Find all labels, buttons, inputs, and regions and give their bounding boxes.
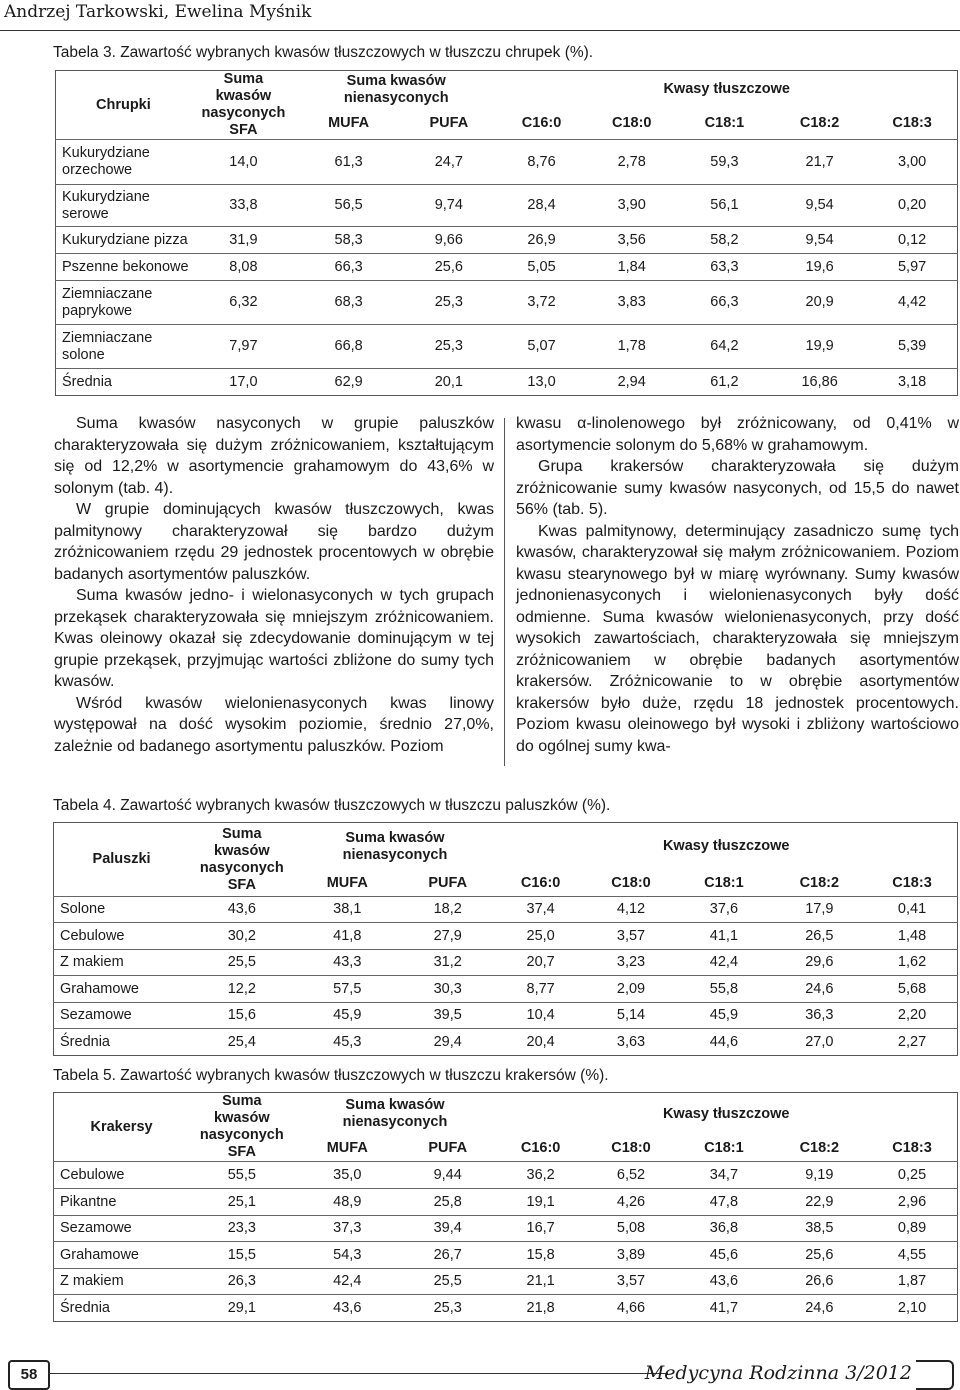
- table-row: [56, 325, 958, 369]
- cell-value: 15,8: [526, 1246, 555, 1263]
- row-name: Średnia: [62, 373, 112, 390]
- cell-value: 4,12: [616, 901, 646, 917]
- cell-value: 21,8: [526, 1299, 555, 1316]
- cell-value: 66,3: [710, 294, 739, 310]
- cell-value: 35,0: [333, 1166, 362, 1183]
- row-name: Pikantne: [60, 1193, 117, 1210]
- cell-value: 2,78: [617, 153, 646, 170]
- cell-value: 14,0: [229, 153, 258, 170]
- row-name: Kukurydziane orzechowe: [62, 145, 150, 178]
- row-name: Średnia: [60, 1033, 110, 1050]
- cell-value: 3,00: [897, 153, 927, 170]
- cell-value: 0,25: [897, 1166, 927, 1183]
- left-column: [54, 413, 494, 757]
- cell-value: 17,0: [229, 373, 258, 390]
- cell-value: 44,6: [709, 1033, 739, 1050]
- cell-value: 38,1: [333, 901, 362, 917]
- header-col: C18:2: [799, 115, 840, 132]
- cell-value: 0,41: [897, 901, 927, 917]
- header-name: Krakersy: [90, 1118, 153, 1135]
- table-row: [54, 950, 958, 976]
- header-name: Paluszki: [92, 851, 151, 867]
- header-sfa: Suma kwasów nasyconych SFA: [199, 825, 284, 893]
- cell-value: 26,9: [527, 231, 556, 248]
- cell-value: 3,57: [616, 927, 646, 944]
- table-row: [54, 1003, 958, 1029]
- cell-value: 20,7: [526, 954, 555, 970]
- table3-caption: Tabela 3. Zawartość wybranych kwasów tłuszczowych w tłuszczu chrupek (%).: [53, 44, 594, 61]
- cell-value: 41,7: [709, 1299, 739, 1316]
- cell-value: 25,3: [434, 294, 463, 310]
- cell-value: 5,08: [616, 1220, 646, 1236]
- cell-value: 19,1: [526, 1193, 555, 1210]
- header-col: PUFA: [428, 874, 468, 891]
- header-col: C16:0: [521, 115, 562, 132]
- cell-value: 39,5: [433, 1007, 462, 1023]
- cell-value: 2,27: [897, 1033, 927, 1050]
- cell-value: 15,6: [227, 1007, 256, 1023]
- cell-value: 55,5: [227, 1166, 256, 1183]
- paragraph: Suma kwasów jedno- i wielonasyconych w tych grupach przekąsek charakteryzowała się mniejszym zróżnicowaniem. Kwas oleinowy okazał się zdecydowanie dominującym w tej grupie przekąsek, przyjmując wartości zbliżone do sumy tych kwasów.: [54, 587, 494, 690]
- header-col: C18:0: [611, 874, 651, 891]
- header-col: C18:1: [704, 1139, 744, 1156]
- cell-value: 23,3: [227, 1220, 256, 1236]
- table-row: [54, 1216, 958, 1242]
- cell-value: 45,6: [709, 1246, 739, 1263]
- footer-rule: [48, 1373, 668, 1374]
- header-col: C18:3: [892, 115, 932, 132]
- row-name: Średnia: [60, 1299, 110, 1316]
- cell-value: 68,3: [334, 294, 363, 310]
- cell-value: 25,0: [526, 927, 555, 944]
- header-unsaturated: Suma kwasów nienasyconych: [343, 72, 449, 106]
- cell-value: 8,76: [527, 153, 556, 170]
- table-row: [56, 281, 958, 325]
- cell-value: 1,62: [897, 954, 927, 970]
- paragraph: Kwas palmitynowy, determinujący zasadniczo sumę tych kwasów, charakteryzował się małym zróżnicowaniem. Poziom kwasu stearynowego był w miarę wyrównany. Sumy kwasów jednonienasyconych i wielonienasyconych były dość odmienne. Suma kwasów wielonienasyconych, przy dość wysokich zawartościach, charakteryzowała się mniejszym zróżnicowaniem w obrębie badanych asortymentów krakersów. Zróżnicowanie to w obrębie asortymentów krakersów było duże, rzędu 18 jednostek procentowych. Poziom kwasu oleinowego był wysoki i zbliżony wartościowo do ogólnej sumy kwa-: [516, 522, 959, 755]
- cell-value: 29,1: [227, 1299, 256, 1316]
- cell-value: 9,44: [433, 1166, 462, 1183]
- cell-value: 20,9: [805, 294, 834, 310]
- row-name: Sezamowe: [60, 1007, 132, 1023]
- cell-value: 55,8: [709, 980, 739, 997]
- cell-value: 37,6: [709, 901, 739, 917]
- table-row: [54, 1162, 958, 1189]
- row-name: Cebulowe: [60, 927, 125, 944]
- cell-value: 25,1: [227, 1193, 256, 1210]
- cell-value: 3,89: [616, 1246, 646, 1263]
- table5-caption: Tabela 5. Zawartość wybranych kwasów tłuszczowych w tłuszczu krakersów (%).: [53, 1067, 609, 1084]
- right-column: [516, 413, 959, 757]
- cell-value: 25,3: [434, 338, 463, 354]
- table-row: [54, 1269, 958, 1295]
- footer-bracket: [916, 1360, 954, 1390]
- header-fatty-acids: Kwasy tłuszczowe: [663, 81, 790, 98]
- cell-value: 24,7: [434, 153, 463, 170]
- cell-value: 56,1: [710, 197, 739, 213]
- table-row: [56, 185, 958, 227]
- cell-value: 8,08: [229, 258, 258, 275]
- cell-value: 9,54: [805, 197, 834, 213]
- table-row: [56, 140, 958, 185]
- cell-value: 1,48: [897, 927, 927, 944]
- cell-value: 12,2: [227, 980, 256, 997]
- cell-value: 0,12: [897, 231, 927, 248]
- cell-value: 58,3: [334, 231, 363, 248]
- cell-value: 21,7: [805, 153, 834, 170]
- cell-value: 21,1: [526, 1273, 555, 1289]
- table-row: [54, 1189, 958, 1216]
- row-name: Z makiem: [60, 954, 124, 970]
- header-row-1: [54, 823, 958, 871]
- cell-value: 45,9: [333, 1007, 362, 1023]
- header-col: C18:0: [611, 1139, 651, 1156]
- cell-value: 34,7: [709, 1166, 739, 1183]
- table-row: [56, 369, 958, 396]
- cell-value: 47,8: [709, 1193, 739, 1210]
- cell-value: 9,66: [434, 231, 463, 248]
- header-col: C18:2: [799, 874, 840, 891]
- cell-value: 6,52: [616, 1166, 646, 1183]
- cell-value: 42,4: [333, 1273, 362, 1289]
- cell-value: 57,5: [333, 980, 362, 997]
- cell-value: 8,77: [526, 980, 555, 997]
- row-name: Sezamowe: [60, 1220, 132, 1236]
- cell-value: 3,56: [617, 231, 646, 248]
- cell-value: 26,7: [433, 1246, 462, 1263]
- cell-value: 25,6: [434, 258, 463, 275]
- header-col: MUFA: [326, 874, 368, 891]
- cell-value: 3,83: [617, 294, 646, 310]
- row-name: Grahamowe: [60, 1246, 139, 1263]
- row-name: Cebulowe: [60, 1166, 125, 1183]
- header-col: MUFA: [326, 1139, 368, 1156]
- paragraph: Grupa krakersów charakteryzowała się dużym zróżnicowanie sumy kwasów nasyconych, od 15,5 do nawet 56% (tab. 5).: [516, 458, 959, 518]
- cell-value: 37,4: [526, 901, 555, 917]
- cell-value: 13,0: [527, 373, 556, 390]
- cell-value: 5,07: [527, 338, 556, 354]
- cell-value: 25,4: [227, 1033, 256, 1050]
- cell-value: 2,20: [897, 1007, 927, 1023]
- cell-value: 1,84: [617, 258, 646, 275]
- cell-value: 0,20: [897, 197, 927, 213]
- cell-value: 59,3: [710, 153, 739, 170]
- row-name: Ziemniaczane solone: [62, 329, 153, 363]
- cell-value: 38,5: [805, 1220, 834, 1236]
- cell-value: 5,39: [897, 338, 927, 354]
- cell-value: 66,8: [334, 338, 363, 354]
- header-col: PUFA: [429, 115, 469, 132]
- cell-value: 18,2: [433, 901, 462, 917]
- cell-value: 7,97: [229, 338, 258, 354]
- cell-value: 54,3: [333, 1246, 362, 1263]
- cell-value: 28,4: [527, 197, 556, 213]
- cell-value: 33,8: [229, 197, 258, 213]
- header-col: C16:0: [520, 874, 561, 891]
- cell-value: 41,8: [333, 927, 362, 944]
- table-row: [54, 897, 958, 923]
- column-divider: [504, 418, 505, 766]
- header-col: C18:0: [611, 115, 652, 132]
- cell-value: 29,4: [433, 1033, 462, 1050]
- cell-value: 0,89: [897, 1220, 927, 1236]
- cell-value: 27,9: [433, 927, 462, 944]
- cell-value: 10,4: [526, 1007, 555, 1023]
- cell-value: 5,68: [897, 980, 927, 997]
- cell-value: 20,4: [526, 1033, 555, 1050]
- cell-value: 2,96: [897, 1193, 927, 1210]
- cell-value: 9,74: [434, 197, 463, 213]
- cell-value: 31,2: [433, 954, 462, 970]
- header-col: C18:3: [892, 1139, 932, 1156]
- cell-value: 26,5: [805, 927, 834, 944]
- cell-value: 26,3: [227, 1273, 256, 1289]
- cell-value: 45,3: [333, 1033, 362, 1050]
- cell-value: 63,3: [710, 258, 739, 275]
- cell-value: 58,2: [710, 231, 739, 248]
- cell-value: 24,6: [805, 980, 834, 997]
- cell-value: 56,5: [334, 197, 363, 213]
- cell-value: 2,10: [897, 1299, 927, 1316]
- table4-caption: Tabela 4. Zawartość wybranych kwasów tłuszczowych w tłuszczu paluszków (%).: [53, 797, 611, 814]
- header-col: C18:3: [892, 874, 932, 891]
- row-name: Pszenne bekonowe: [62, 258, 189, 275]
- journal-name: Medycyna Rodzinna 3/2012: [644, 1362, 912, 1384]
- cell-value: 43,3: [333, 954, 362, 970]
- cell-value: 4,42: [897, 294, 927, 310]
- header-col: MUFA: [328, 115, 370, 132]
- cell-value: 5,97: [897, 258, 927, 275]
- cell-value: 3,90: [617, 197, 646, 213]
- cell-value: 25,3: [433, 1299, 462, 1316]
- cell-value: 27,0: [805, 1033, 834, 1050]
- row-name: Kukurydziane pizza: [62, 231, 188, 248]
- header-col: PUFA: [428, 1139, 468, 1156]
- cell-value: 4,26: [616, 1193, 646, 1210]
- header-col: C18:1: [704, 115, 745, 132]
- header-unsaturated: Suma kwasów nienasyconych: [342, 829, 448, 863]
- cell-value: 5,14: [616, 1007, 646, 1023]
- cell-value: 16,86: [801, 373, 838, 390]
- cell-value: 31,9: [229, 231, 258, 248]
- row-name: Kukurydziane serowe: [62, 188, 150, 222]
- table-row: [56, 254, 958, 281]
- cell-value: 9,19: [805, 1166, 834, 1183]
- cell-value: 16,7: [526, 1220, 555, 1236]
- cell-value: 61,2: [710, 373, 739, 390]
- cell-value: 20,1: [434, 373, 463, 390]
- cell-value: 3,23: [616, 954, 646, 970]
- row-name: Solone: [60, 901, 106, 917]
- cell-value: 36,3: [805, 1007, 834, 1023]
- table-row: [54, 1295, 958, 1322]
- paragraph: W grupie dominujących kwasów tłuszczowych, kwas palmitynowy charakteryzował się bardzo dużym zróżnicowaniem rzędu 29 jednostek procentowych w obrębie badanych asortymentów paluszków.: [54, 501, 494, 583]
- cell-value: 43,6: [227, 901, 256, 917]
- header-sfa: Suma kwasów nasyconych SFA: [199, 1093, 284, 1160]
- cell-value: 36,2: [526, 1166, 555, 1183]
- cell-value: 2,94: [617, 373, 646, 390]
- header-col: C18:2: [799, 1139, 840, 1156]
- table3: [55, 70, 958, 396]
- running-head: Andrzej Tarkowski, Ewelina Myśnik: [4, 2, 312, 22]
- cell-value: 25,5: [433, 1273, 462, 1289]
- cell-value: 41,1: [709, 927, 739, 944]
- cell-value: 9,54: [805, 231, 834, 248]
- cell-value: 66,3: [334, 258, 363, 275]
- cell-value: 3,63: [616, 1033, 646, 1050]
- cell-value: 22,9: [805, 1193, 834, 1210]
- header-fatty-acids: Kwasy tłuszczowe: [662, 1105, 790, 1122]
- cell-value: 45,9: [709, 1007, 739, 1023]
- table-row: [54, 923, 958, 950]
- cell-value: 37,3: [333, 1220, 362, 1236]
- paragraph: kwasu α-linolenowego był zróżnicowany, od 0,41% w asortymencie solonym do 5,68% w grahamowym.: [516, 415, 959, 454]
- cell-value: 39,4: [433, 1220, 462, 1236]
- table-row: [56, 227, 958, 254]
- row-name: Ziemniaczane paprykowe: [62, 285, 153, 319]
- cell-value: 4,55: [897, 1246, 927, 1263]
- header-sfa: Suma kwasów nasyconych SFA: [201, 71, 286, 138]
- cell-value: 2,09: [616, 980, 646, 997]
- table-row: [54, 1029, 958, 1056]
- cell-value: 19,6: [805, 258, 834, 275]
- cell-value: 1,87: [897, 1273, 927, 1289]
- header-unsaturated: Suma kwasów nienasyconych: [342, 1097, 448, 1131]
- cell-value: 3,18: [897, 373, 927, 390]
- header-rule: [0, 30, 960, 31]
- row-name: Grahamowe: [60, 980, 139, 997]
- cell-value: 30,2: [227, 927, 256, 944]
- cell-value: 3,72: [527, 294, 556, 310]
- table4: [53, 822, 958, 1056]
- cell-value: 43,6: [709, 1273, 739, 1289]
- row-name: Z makiem: [60, 1273, 124, 1289]
- header-col: C16:0: [520, 1139, 561, 1156]
- cell-value: 25,8: [433, 1193, 462, 1210]
- header-row-1: [56, 71, 958, 109]
- table-row: [54, 1242, 958, 1269]
- paragraph: Wśród kwasów wielonienasyconych kwas linowy występował na dość wysokim poziomie, średnio 27,0%, zależnie od badanego asortymentu paluszków. Poziom: [54, 694, 494, 755]
- cell-value: 29,6: [805, 954, 834, 970]
- header-col: C18:1: [704, 874, 744, 891]
- cell-value: 25,5: [227, 954, 256, 970]
- cell-value: 17,9: [805, 901, 834, 917]
- cell-value: 6,32: [229, 294, 258, 310]
- cell-value: 62,9: [334, 373, 363, 390]
- cell-value: 36,8: [709, 1220, 739, 1236]
- header-name: Chrupki: [96, 96, 151, 113]
- cell-value: 19,9: [805, 338, 834, 354]
- cell-value: 48,9: [333, 1193, 362, 1210]
- cell-value: 26,6: [805, 1273, 834, 1289]
- cell-value: 3,57: [616, 1273, 646, 1289]
- cell-value: 24,6: [805, 1299, 834, 1316]
- cell-value: 1,78: [617, 338, 646, 354]
- cell-value: 61,3: [334, 153, 363, 170]
- cell-value: 15,5: [227, 1246, 256, 1263]
- cell-value: 25,6: [805, 1246, 834, 1263]
- cell-value: 5,05: [527, 258, 556, 275]
- header-row-1: [54, 1093, 958, 1136]
- cell-value: 43,6: [333, 1299, 362, 1316]
- header-fatty-acids: Kwasy tłuszczowe: [662, 838, 790, 855]
- cell-value: 4,66: [616, 1299, 646, 1316]
- table-row: [54, 976, 958, 1003]
- paragraph: Suma kwasów nasyconych w grupie paluszków charakteryzowała się dużym zróżnicowaniem, kształtującym się od 12,2% w asortymencie grahamowym do 43,6% w solonym (tab. 4).: [54, 415, 494, 497]
- table5: [53, 1092, 958, 1322]
- cell-value: 42,4: [709, 954, 739, 970]
- page-number: 58: [8, 1360, 50, 1390]
- cell-value: 64,2: [710, 338, 739, 354]
- cell-value: 30,3: [433, 980, 462, 997]
